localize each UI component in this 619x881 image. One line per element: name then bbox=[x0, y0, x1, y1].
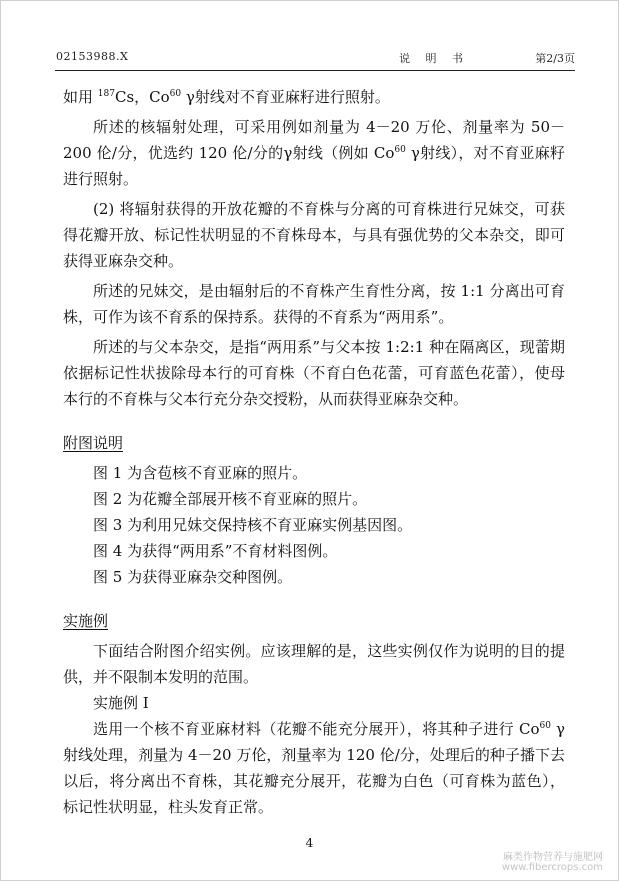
examples-section-heading: 实施例 bbox=[63, 612, 109, 630]
figure-description-item: 图 1 为含苞核不育亚麻的照片。 bbox=[93, 464, 308, 482]
example-1-title: 实施例 I bbox=[93, 694, 149, 712]
document-header bbox=[44, 50, 575, 70]
figure-description-item: 图 4 为获得“两用系”不育材料图例。 bbox=[93, 542, 338, 560]
example-1-paragraph: 选用一个核不育亚麻材料（花瓣不能充分展开），将其种子进行 Co$^{60}$ γ射线处理，剂量为 4－20 万伦，剂量率为 120 伦/分，处理后的种子播下去以后，将分离出不育株，其花瓣充分展开，花瓣为白色（可育株为蓝色），标记性状明显，柱头发育正常。 bbox=[63, 720, 566, 816]
document-number: 02153988.X bbox=[56, 50, 129, 63]
document-body bbox=[63, 84, 565, 820]
watermark-site-name: 麻类作物营养与施肥网 bbox=[503, 852, 603, 863]
page-number: 4 bbox=[305, 836, 314, 850]
figures-section-heading: 附图说明 bbox=[63, 434, 124, 452]
paragraph-irradiation-source: 如用 $^{187}$Cs，Co$^{60}$ γ射线对不育亚麻籽进行照射。 bbox=[63, 88, 390, 106]
paragraph-sib-cross-step: (2) 将辐射获得的开放花瓣的不育株与分离的可育株进行兄妹交，可获得花瓣开放、标记性状明显的不育株母本，与具有强优势的父本杂交，即可获得亚麻杂交种。 bbox=[63, 200, 565, 270]
paragraph-parent-cross: 所述的与父本杂交，是指“两用系”与父本按 1:2:1 种在隔离区，现蕾期依据标记性状拔除母本行的可育株（不育白色花蕾，可育蓝色花蕾），使母本行的不育株与父本行充分杂交授粉，从而获得亚麻杂交种。 bbox=[63, 338, 565, 408]
paragraph-radiation-treatment: 所述的核辐射处理，可采用例如剂量为 4－20 万伦、剂量率为 50－200 伦/分，优选约 120 伦/分的γ射线（例如 Co$^{60}$ γ射线），对不育亚麻籽进行照射。 bbox=[63, 118, 565, 188]
examples-intro-paragraph: 下面结合附图介绍实例。应该理解的是，这些实例仅作为说明的目的提供，并不限制本发明的范围。 bbox=[63, 642, 565, 686]
figure-description-item: 图 3 为利用兄妹交保持核不育亚麻实例基因图。 bbox=[93, 516, 413, 534]
figure-description-item: 图 2 为花瓣全部展开核不育亚麻的照片。 bbox=[93, 490, 368, 508]
document-type-title: 说 明 书 bbox=[399, 52, 469, 65]
figure-description-item: 图 5 为获得亚麻杂交种图例。 bbox=[93, 568, 293, 586]
page-count: 第2/3页 bbox=[535, 52, 575, 65]
paragraph-sib-cross-detail: 所述的兄妹交，是由辐射后的不育株产生育性分离，按 1:1 分离出可育株，可作为该不育系的保持系。获得的不育系为“两用系”。 bbox=[63, 282, 565, 326]
watermark-url: www.fibercrops.com bbox=[501, 862, 603, 873]
header-divider bbox=[55, 70, 575, 71]
